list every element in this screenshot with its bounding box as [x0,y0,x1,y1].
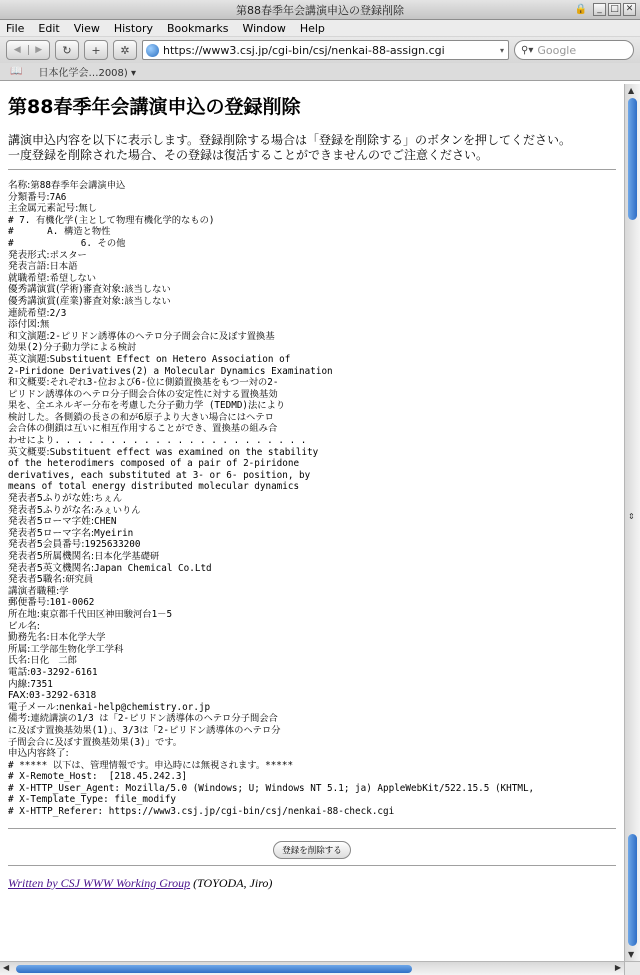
record-comment: # 7. 有機化学(主として物理有機化学的なもの) [8,214,215,226]
record-value: 第88春季年会講演申込 [30,180,126,191]
intro-line: 講演申込内容を以下に表示します。登録削除する場合は「登録を削除する」のボタンを押してください。 [8,133,572,147]
search-icon[interactable]: ⚲▾ [521,44,534,56]
record-value: nenkai-help@chemistry.or.jp [59,701,211,713]
record-line [8,609,616,621]
record-comment: # X-Remote_Host: [218.45.242.3] [8,771,188,783]
record-line [8,180,616,192]
record-value: 日本化学大学 [49,632,106,644]
menu-bar [0,20,640,37]
record-line [8,366,616,378]
record-value: 2/3 [49,307,67,319]
record-line [8,690,616,702]
record-line [8,423,616,435]
bookmark-label: 日本化学会…2008) [38,68,128,79]
record-key: ビル名: [8,620,41,632]
record-line [8,458,616,470]
scroll-right-arrow[interactable]: ▶ [614,963,621,972]
record-line [8,319,616,331]
record-value: 検討した。各側鎖の長さの和が6原子より大きい場合にはヘテロ [8,411,274,423]
bug-icon: ✲ [120,43,130,57]
intro-text [8,133,616,163]
record-key: 和文演題: [8,330,50,342]
record-value: Myeirin [94,527,134,539]
window-titlebar [0,0,640,20]
record-value: means of total energy distributed molecular dynamics [8,481,300,493]
record-line [8,331,616,343]
forward-button[interactable]: ▶ [35,45,43,55]
record-line [8,563,616,575]
footer-author: (TOYODA, Jiro) [193,875,273,890]
record-value: 1925633200 [84,539,141,551]
record-line [8,226,616,238]
record-key: 備考: [8,713,31,725]
record-line [8,296,616,308]
record-line [8,748,616,760]
back-forward-buttons [6,40,50,60]
record-value: 会合体の側鎖は互いに相互作用することができ、置換基の組み合 [8,423,278,435]
record-value: Substituent Effect on Hetero Association of [49,353,291,365]
record-value: ピリドン誘導体のヘテロ分子間会合体の安定性に対する置換基効 [8,388,278,400]
record-value: 希望しない [49,272,97,284]
record-line [8,679,616,691]
scroll-up-arrow[interactable]: ▲ [628,86,635,95]
record-value: CHEN [94,516,117,528]
record-key: 発表者5ローマ字名: [8,527,95,539]
record-value: 果を、全エネルギー分布を考慮した分子動力学 (TEDMD)法により [8,400,286,412]
footer [8,876,616,891]
chevron-down-icon[interactable]: ▾ [499,45,504,55]
record-comment: # ***** 以下は、管理情報です。申込時には無視されます。***** [8,759,294,771]
record-value: 日本語 [49,261,78,273]
vertical-scroll-thumb[interactable] [628,98,637,220]
record-line [8,389,616,401]
menu-view[interactable]: View [73,21,100,35]
bug-button[interactable] [113,40,137,60]
record-line [8,655,616,667]
search-input[interactable] [514,40,634,60]
delete-registration-button[interactable]: 登録を削除する [273,841,351,859]
minimize-button[interactable]: _ [593,3,606,16]
record-value: 連続講演の1/3 は「2-ピリドン誘導体のヘテロ分子間会合 [30,713,278,725]
record-value: 効果(2)分子動力学による検討 [8,342,137,354]
footer-link[interactable]: Written by CSJ WWW Working Group [8,875,191,890]
button-row [8,841,616,859]
back-button[interactable]: ◀ [7,45,29,55]
record-line [8,377,616,389]
record-key: 名称: [8,180,31,191]
record-key: 発表者5職名: [8,574,66,586]
record-key: 所在地: [8,608,41,620]
scroll-left-arrow[interactable]: ◀ [3,963,10,972]
record-line [8,447,616,459]
record-value: 7A6 [49,191,67,203]
record-value: ちぇん [94,493,122,505]
record-line [8,806,616,818]
record-line [8,354,616,366]
record-line [8,713,616,725]
record-key: 発表者5ローマ字姓: [8,516,95,528]
record-line [8,493,616,505]
record-key: 英文概要: [8,446,50,458]
record-line [8,771,616,783]
record-comment: # X-HTTP_Referer: https://www3.csj.jp/cgi-bin/csj/nenkai-88-check.cgi [8,806,395,818]
record-value: 該当しない [124,284,171,296]
record-line [8,644,616,656]
record-line [8,551,616,563]
search-placeholder: Google [537,43,577,57]
record-line [8,203,616,215]
window-title: 第88春季年会講演申込の登録削除 [236,3,404,17]
record-value: 無し [78,203,97,215]
record-comment: # 6. その他 [8,237,126,249]
record-key: 氏名: [8,655,31,667]
record-line [8,737,616,749]
record-line [8,273,616,285]
record-value: Japan Chemical Co.Ltd [94,562,212,574]
record-value: 該当しない [124,295,171,307]
browser-toolbar [0,37,640,63]
record-key: 優秀講演賞(産業)審査対象: [8,295,125,307]
book-icon[interactable]: 📖 [10,66,23,77]
record-key: 連続希望: [8,307,50,319]
record-line [8,412,616,424]
record-line [8,342,616,354]
record-key: 添付図: [8,319,41,331]
record-value: derivatives, each substituted at 3- or 6- position, by [8,469,311,481]
record-value: 研究員 [65,574,94,586]
page-content [0,84,624,961]
record-line [8,215,616,227]
registration-record [8,180,616,818]
divider [8,169,616,170]
record-key: 分類番号: [8,191,50,203]
record-line [8,725,616,737]
record-line [8,192,616,204]
reload-icon: ↻ [62,43,72,57]
record-value: に及ぼす置換基効果(1)」、3/3は「2-ピリドン誘導体のヘテロ分 [8,724,281,736]
record-line [8,539,616,551]
scrollbar-corner [624,961,640,975]
window-controls [575,3,636,16]
record-key: 内線: [8,678,31,690]
record-value: 03-3292-6318 [29,690,97,702]
record-value: 日本化学基礎研 [94,551,160,562]
record-key: 電子メール: [8,701,60,713]
record-value: わせにより. . . . . . . . . . . . . . . . . . . . . . . [8,435,307,447]
record-value: 2-Piridone Derivatives(2) a Molecular Dynamics Examination [8,365,333,377]
record-line [8,632,616,644]
record-key: 所属: [8,643,31,655]
bookmarks-bar [0,63,640,81]
record-line [8,702,616,714]
menu-help[interactable]: Help [299,21,325,35]
record-key: 発表者5所属機関名: [8,551,95,562]
maximize-button[interactable]: □ [608,3,621,16]
record-line [8,516,616,528]
record-line [8,250,616,262]
record-value: 03-3292-6161 [30,666,98,678]
record-line [8,435,616,447]
record-value: 7351 [30,678,53,690]
menu-window[interactable]: Window [242,21,286,35]
horizontal-scrollbar[interactable] [0,961,624,975]
record-key: 主金属元素記号: [8,203,79,215]
record-key: 勤務先名: [8,632,50,644]
record-key: 和文概要: [8,377,50,389]
record-key: 英文演題: [8,353,50,365]
record-value: Substituent effect was examined on the stability [49,446,319,458]
add-bookmark-button[interactable] [84,40,108,60]
record-value: みぇいりん [94,504,141,516]
record-line [8,261,616,273]
record-key: 発表言語: [8,261,50,273]
record-value: 子間会合に及ぼす置換基効果(3)」です。 [8,736,183,748]
record-line [8,284,616,296]
record-key: FAX: [8,690,30,702]
record-line [8,760,616,772]
vertical-scrollbar[interactable] [624,84,640,961]
record-value: 日化 二郎 [30,655,77,667]
record-value: それぞれ3-位および6-位に側鎖置換基をもつ一対の2- [49,377,279,389]
record-line [8,667,616,679]
record-comment: # X-HTTP_User_Agent: Mozilla/5.0 (Windows; U; Windows NT 5.1; ja) AppleWebKit/522.15.5 (KHTML, [8,782,535,794]
page-title: 第88春季年会講演申込の登録削除 [8,96,301,118]
record-line [8,505,616,517]
menu-bookmarks[interactable]: Bookmarks [166,21,229,35]
divider [8,828,616,829]
record-line [8,574,616,586]
menu-history[interactable]: History [113,21,153,35]
close-button[interactable]: ✕ [623,3,636,16]
record-line [8,783,616,795]
record-value: 学 [59,585,69,597]
record-line [8,621,616,633]
record-line [8,481,616,493]
menu-edit[interactable]: Edit [38,21,60,35]
record-value: 2-ピリドン誘導体のヘテロ分子間会合に及ぼす置換基 [49,330,275,342]
record-line [8,794,616,806]
record-value: 無 [40,319,50,331]
record-line [8,528,616,540]
globe-icon [146,44,159,57]
record-value: of the heterodimers composed of a pair of 2-piridone [8,458,300,470]
record-line [8,470,616,482]
lock-icon: 🔒 [574,4,587,15]
scroll-split-handle[interactable]: ⇕ [628,512,635,521]
record-value: 101-0062 [49,597,95,609]
record-key: 発表形式: [8,249,50,261]
record-comment: # A. 構造と物性 [8,226,111,238]
record-key: 発表者5英文機関名: [8,562,95,574]
bookmark-item[interactable]: 日本化学会…2008) ▾ [38,68,137,79]
record-line [8,586,616,598]
vertical-scroll-thumb-lower[interactable] [628,834,637,946]
address-bar[interactable] [142,40,509,60]
record-value: 工学部生物化学工学科 [30,643,124,655]
plus-icon: + [91,43,101,57]
menu-file[interactable]: File [6,21,25,35]
record-comment: # X-Template_Type: file_modify [8,794,176,806]
record-key: 優秀講演賞(学術)審査対象: [8,284,125,296]
record-key: 発表者5ふりがな姓: [8,493,95,505]
record-key: 郵便番号: [8,597,50,609]
scroll-down-arrow[interactable]: ▼ [628,950,635,959]
record-key: 就職希望: [8,272,50,284]
intro-line: 一度登録を削除された場合、その登録は復活することができませんのでご注意ください。 [8,148,489,162]
record-line [8,238,616,250]
record-key: 講演者職種: [8,585,60,597]
record-line [8,400,616,412]
record-key: 発表者5会員番号: [8,539,85,551]
record-key: 申込内容終了: [8,748,69,760]
url-text[interactable]: https://www3.csj.jp/cgi-bin/csj/nenkai-88-assign.cgi [163,43,445,57]
horizontal-scroll-thumb[interactable] [16,965,412,973]
record-key: 電話: [8,666,31,678]
record-value: 東京都千代田区神田駿河台1－5 [40,608,173,620]
record-line [8,308,616,320]
divider [8,865,616,866]
record-key: 発表者5ふりがな名: [8,504,95,516]
record-value: ポスター [49,249,87,261]
record-line [8,597,616,609]
reload-button[interactable] [55,40,79,60]
